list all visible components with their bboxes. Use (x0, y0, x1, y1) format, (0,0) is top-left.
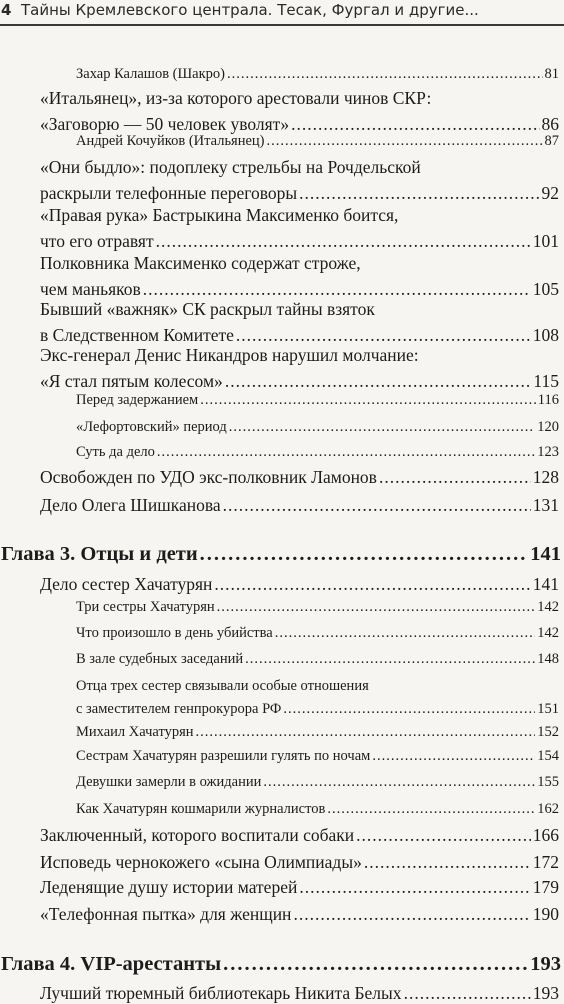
toc-page-number: 116 (537, 392, 559, 408)
toc-page-number: 152 (537, 724, 559, 740)
dot-leader (267, 133, 543, 150)
toc-entry (76, 599, 559, 616)
dot-leader (214, 574, 530, 595)
dot-leader (291, 114, 539, 135)
dot-leader (299, 877, 530, 898)
toc-entry-title: чем маньяков (40, 279, 141, 299)
toc-entry-title: «Заговорю — 50 человек уволят» (40, 114, 290, 134)
toc-entry-title: «Итальянец», из-за которого арестовали чинов СКР: (40, 88, 432, 108)
toc-entry-title: «Правая рука» Бастрыкина Максименко боится, (40, 205, 399, 225)
toc-page-number: 193 (532, 983, 559, 1003)
toc-chapter-entry (1, 953, 561, 976)
dot-leader (143, 279, 531, 300)
toc-entry-title: «Я стал пятым колесом» (40, 371, 223, 391)
toc-entry (76, 801, 559, 818)
toc-entry (40, 904, 559, 925)
dot-leader (372, 748, 535, 765)
dot-leader (404, 983, 531, 1004)
toc-entry-title: Что произошло в день убийства (76, 625, 273, 641)
toc-entry (76, 774, 559, 791)
toc-page-number: 92 (541, 183, 559, 203)
toc-entry-title: Лучший тюремный библиотекарь Никита Белых (40, 983, 402, 1003)
toc-page-number: 172 (532, 852, 559, 872)
toc-entry (40, 467, 559, 488)
toc-page-number: 193 (530, 953, 561, 975)
dot-leader (225, 371, 532, 392)
toc-entry-title: Захар Калашов (Шакро) (76, 66, 225, 82)
toc-page-number: 142 (537, 625, 559, 641)
toc-entry-title: В зале судебных заседаний (76, 651, 244, 667)
toc-entry-title: Суть да дело (76, 444, 155, 460)
toc-page-number: 190 (532, 904, 559, 924)
toc-entry (40, 157, 559, 204)
dot-leader (200, 543, 529, 566)
toc-entry-title: Как Хачатурян кошмарили журналистов (76, 801, 326, 817)
toc-entry-title: Освобожден по УДО экс-полковник Ламонов (40, 467, 377, 487)
toc-entry (40, 88, 559, 135)
toc-entry (76, 748, 559, 765)
toc-entry (40, 877, 559, 898)
toc-entry-title: Три сестры Хачатурян (76, 599, 215, 615)
toc-entry (40, 345, 559, 392)
dot-leader (299, 183, 539, 204)
toc-entry-title: Дело сестер Хачатурян (40, 574, 213, 594)
toc-entry-title: Сестрам Хачатурян разрешили гулять по ночам (76, 748, 371, 764)
toc-page-number: 108 (532, 325, 559, 345)
toc-entry-title: Отца трех сестер связывали особые отношения (76, 678, 369, 694)
toc-entry (76, 651, 559, 668)
toc-entry-title: раскрыли телефонные переговоры (40, 183, 298, 203)
toc-entry-title: Глава 4. VIP-арестанты (1, 953, 222, 975)
toc-entry (76, 419, 559, 436)
page-header (0, 0, 564, 24)
toc-entry (40, 205, 559, 252)
toc-entry (40, 253, 559, 300)
toc-page-number: 128 (532, 467, 559, 487)
toc-entry (40, 825, 559, 846)
toc-entry-title: Девушки замерли в ожидании (76, 774, 262, 790)
dot-leader (200, 392, 536, 409)
toc-page-number: 123 (537, 444, 559, 460)
toc-entry-title: Перед задержанием (76, 392, 199, 408)
toc-entry-title: «Они быдло»: подоплеку стрельбы на Рочдельской (40, 157, 421, 177)
toc-page-number: 142 (537, 599, 559, 615)
toc-entry (76, 66, 559, 83)
dot-leader (223, 495, 531, 516)
toc-entry (40, 852, 559, 873)
dot-leader (157, 444, 535, 461)
toc-entry-title: «Телефонная пытка» для женщин (40, 904, 292, 924)
toc-entry-title: Бывший «важняк» СК раскрыл тайны взяток (40, 299, 375, 319)
toc-entry-title: Леденящие душу истории матерей (40, 877, 298, 897)
toc-entry (76, 392, 559, 409)
toc-chapter-entry (1, 543, 561, 566)
toc-page-number: 101 (532, 231, 559, 251)
toc-entry (76, 678, 559, 718)
dot-leader (196, 724, 536, 741)
toc-entry (76, 133, 559, 150)
running-title: Тайны Кремлевского централа. Тесак, Фургал и другие... (21, 1, 479, 19)
toc-page-number: 154 (537, 748, 559, 764)
dot-leader (283, 701, 535, 718)
page-number: 4 (1, 1, 12, 19)
header-rule (0, 24, 564, 26)
dot-leader (356, 825, 531, 846)
toc-entry-title: что его отравят (40, 231, 154, 251)
toc-page-number: 148 (537, 651, 559, 667)
dot-leader (245, 651, 535, 668)
toc-page-number: 115 (533, 371, 559, 391)
dot-leader (263, 774, 535, 791)
toc-entry-title: Полковника Максименко содержат строже, (40, 253, 361, 273)
toc-page-number: 141 (530, 543, 561, 565)
toc-entry (40, 495, 559, 516)
toc-entry (76, 444, 559, 461)
dot-leader (227, 66, 543, 83)
dot-leader (327, 801, 535, 818)
toc-page-number: 120 (537, 419, 559, 435)
dot-leader (217, 599, 536, 616)
dot-leader (364, 852, 531, 873)
toc-entry (40, 299, 559, 346)
toc-entry-title: Исповедь чернокожего «сына Олимпиады» (40, 852, 362, 872)
toc-page-number: 105 (532, 279, 559, 299)
dot-leader (223, 953, 528, 976)
toc-page-number: 131 (532, 495, 559, 515)
toc-entry-title: с заместителем генпрокурора РФ (76, 701, 282, 717)
dot-leader (293, 904, 530, 925)
toc-entry (40, 574, 559, 595)
toc-entry-title: Заключенный, которого воспитали собаки (40, 825, 355, 845)
dot-leader (379, 467, 531, 488)
toc-page-number: 86 (541, 114, 559, 134)
toc-entry-title: Глава 3. Отцы и дети (1, 543, 198, 565)
toc-page-number: 179 (532, 877, 559, 897)
toc-page-number: 162 (537, 801, 559, 817)
toc-entry-title: Дело Олега Шишканова (40, 495, 221, 515)
toc-page-number: 81 (544, 66, 559, 82)
toc-page-number: 155 (537, 774, 559, 790)
toc-entry (76, 724, 559, 741)
toc-page-number: 166 (532, 825, 559, 845)
toc-entry-title: Михаил Хачатурян (76, 724, 194, 740)
toc-entry-title: Экс-генерал Денис Никандров нарушил молчание: (40, 345, 419, 365)
dot-leader (275, 625, 536, 642)
dot-leader (229, 419, 536, 436)
toc-entry-title: в Следственном Комитете (40, 325, 234, 345)
toc-entry (40, 983, 559, 1004)
dot-leader (156, 231, 531, 252)
toc-entry (76, 625, 559, 642)
toc-page-number: 141 (532, 574, 559, 594)
toc-page-number: 151 (537, 701, 559, 717)
toc-page-number: 87 (544, 133, 559, 149)
toc-entry-title: «Лефортовский» период (76, 419, 227, 435)
toc-entry-title: Андрей Кочуйков (Итальянец) (76, 133, 265, 149)
dot-leader (236, 325, 531, 346)
